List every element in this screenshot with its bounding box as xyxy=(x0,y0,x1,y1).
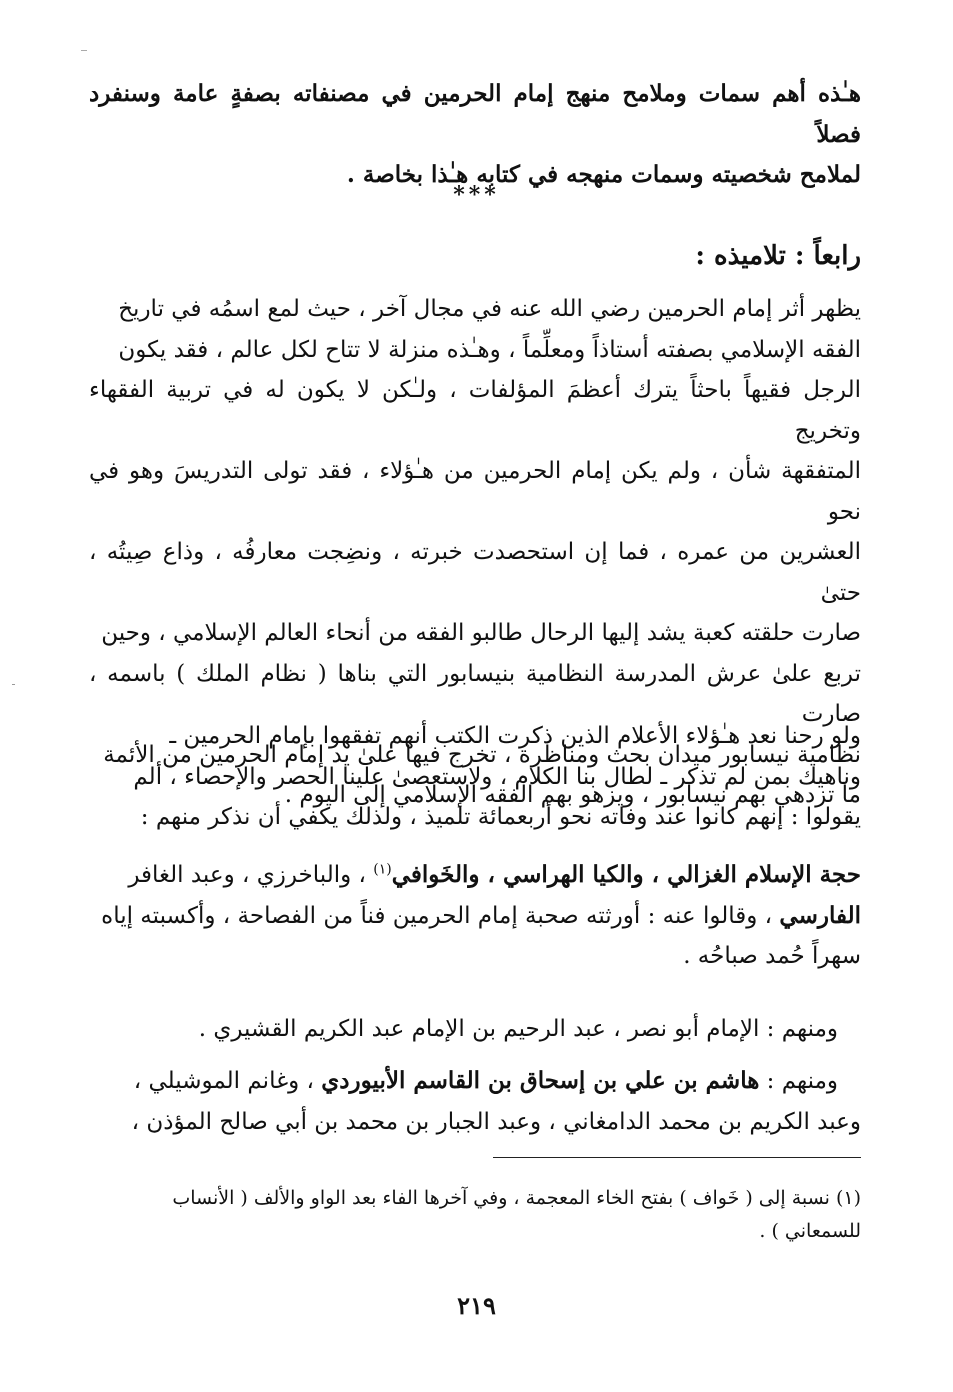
text-segment: الإمام أبو نصر ، عبد الرحيم بن الإمام عبد الكريم القشيري . xyxy=(198,1016,760,1042)
text-line xyxy=(89,1009,861,1050)
text-line: نظامية نيسابور ميدان بحث ومناظرة ، تخرج فيها علىٰ يد إمام الحرمين من الأئمة xyxy=(103,741,861,768)
text-prefix: ومنهم : xyxy=(759,1016,838,1042)
student-names-rest: ، والباخرزي ، وعبد الغافر xyxy=(128,862,374,888)
text-segment: ، وغانم الموشيلي ، xyxy=(133,1068,322,1094)
text-line: يظهر أثر إمام الحرمين رضي الله عنه في مجال آخر ، حيث لمع اسمُه في تاريخ xyxy=(118,296,861,322)
text-line xyxy=(89,855,861,896)
text-line: وناهيك بمن لم تذكر ـ لطال بنا الكلام ، ولاستعصىٰ علينا الحصر والإحصاء ، ألم xyxy=(133,763,861,790)
text-line: يقولوا : إنهم كانوا عند وفاته نحو أربعمائة تلميذ ، ولذلك يكفي أن نذكر منهم : xyxy=(140,804,861,830)
text-line: العشرين من عمره ، فما إن استحصدت خبرته ، ونضِجت معارفُه ، وذاع صِيتُه ، حتىٰ xyxy=(89,539,861,606)
footnote-reference: (١) xyxy=(373,861,392,878)
text-line: صارت حلقته كعبة يشد إليها الرحال طالبو الفقه من أنحاء العالم الإسلامي ، وحين xyxy=(101,620,861,646)
section-heading: رابعاً : تلاميذه : xyxy=(695,241,861,271)
intro-line: لملامح شخصيته وسمات منهجه في كتابه هـٰذا بخاصة . xyxy=(346,161,861,188)
footnote-divider xyxy=(493,1157,861,1158)
text-line: الرجل فقيهاً باحثاً يترك أعظمَ المؤلفات ، ولـٰكن لا يكون له في تربية الفقهاء وتخريج xyxy=(89,377,861,444)
text-line xyxy=(89,1061,861,1102)
scan-mark xyxy=(12,684,15,685)
paragraph-counting-students xyxy=(89,716,861,838)
text-line xyxy=(89,896,861,937)
paragraph-students-list xyxy=(89,855,861,977)
footnote xyxy=(89,1182,861,1248)
text-line: سهراً حُمد صباحُه . xyxy=(683,943,861,969)
footnote-line: للسمعاني ) . xyxy=(759,1220,861,1242)
paragraph-qushayri xyxy=(89,1009,861,1050)
footnote-line: (١) نسبة إلى ( خَواف ) بفتح الخاء المعجمة ، وفي آخرها الفاء بعد الواو والألف ( الأنساب xyxy=(172,1187,861,1209)
section-separator: *** xyxy=(453,182,500,208)
text-prefix: ومنهم : xyxy=(759,1068,838,1094)
text-line: وعبد الكريم بن محمد الدامغاني ، وعبد الجبار بن محمد بن أبي صالح المؤذن ، xyxy=(131,1108,861,1135)
text-line: المتفقهة شأن ، ولم يكن إمام الحرمين من هـٰؤلاء ، فقد تولى التدريسَ وهو في نحو xyxy=(89,458,861,525)
student-name: الفارسي xyxy=(779,901,861,929)
intro-line: هـٰذه أهم سمات وملامح منهج إمام الحرمين في مصنفاته بصفةٍ عامة وسنفرد فصلاً xyxy=(89,80,861,148)
intro-paragraph xyxy=(89,74,861,196)
student-name: هاشم بن علي بن إسحاق بن القاسم الأبيوردي xyxy=(321,1067,760,1094)
student-names: حجة الإسلام الغزالي ، والكيا الهراسي ، والخَوافي xyxy=(391,861,861,888)
text-segment: ، وقالوا عنه : أورثته صحبة إمام الحرمين فناً من الفصاحة ، وأكسبته إياه xyxy=(101,902,780,929)
text-line: ما تزدهي بهم نيسابور ، ويزهو بهم الفقه الإسلامي إلى اليوم . xyxy=(284,782,861,808)
scan-mark xyxy=(81,50,87,51)
text-line: تربع علىٰ عرش المدرسة النظامية بنيسابور التي بناها ( نظام الملك ) باسمه ، صارت xyxy=(89,660,861,727)
text-line: ولو رحنا نعد هـٰؤلاء الأعلام الذين ذكرت الكتب أنهم تفقهوا بإمام الحرمين ـ xyxy=(169,723,861,749)
text-line: الفقه الإسلامي بصفته أستاذاً ومعلِّماً ، وهـٰذه منزلة لا تتاح لكل عالم ، فقد يكون xyxy=(118,336,861,363)
page-number: ٢١٩ xyxy=(457,1291,496,1320)
paragraph-more-students xyxy=(89,1061,861,1142)
